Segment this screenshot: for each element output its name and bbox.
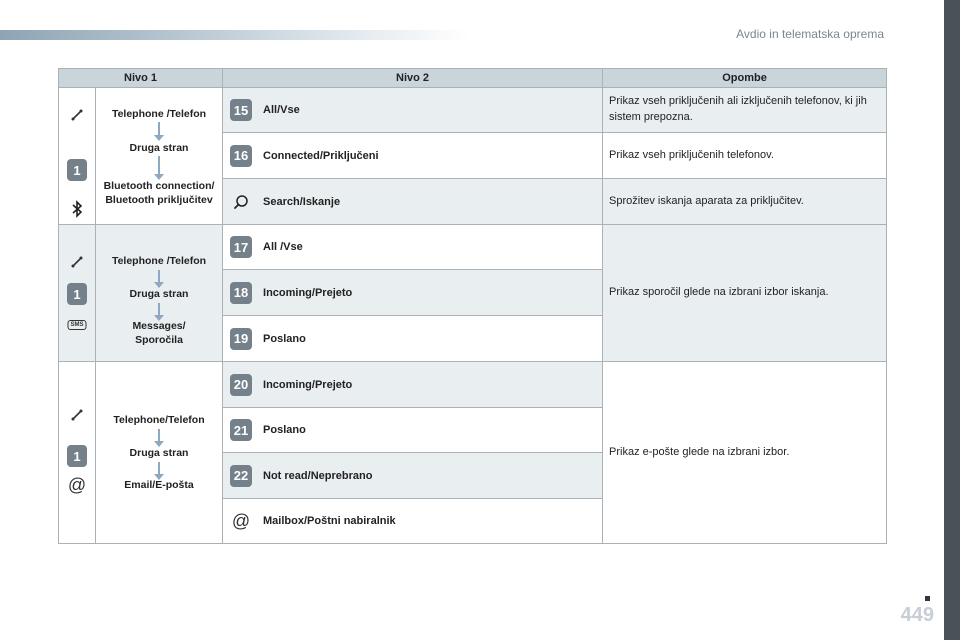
page-number: 449 <box>900 604 934 626</box>
flow-step: Druga stran <box>129 447 189 459</box>
sms-icon <box>67 320 86 330</box>
level2-badge: 20 <box>230 374 252 396</box>
page-marker <box>925 596 930 601</box>
flow-step: Bluetooth connection/ Bluetooth priključitev <box>103 180 215 206</box>
level1-badge: 1 <box>67 159 87 181</box>
level2-label: Connected/Priključeni <box>263 149 379 162</box>
level2-label: Mailbox/Poštni nabiralnik <box>263 515 396 527</box>
search-icon <box>223 194 259 210</box>
level2-badge: 19 <box>230 328 252 350</box>
bluetooth-icon <box>71 200 83 218</box>
level1-icon-cell <box>59 225 96 362</box>
sms-label: SMS <box>67 320 86 330</box>
table-row <box>59 225 887 270</box>
note-text: Prikaz vseh priključenih ali izključenih telefonov, ki jih sistem prepozna. <box>603 88 887 133</box>
level2-label: Poslano <box>263 424 306 436</box>
note-text: Prikaz e-pošte glede na izbrani izbor. <box>603 362 887 544</box>
flow-step: Telephone/Telefon <box>113 414 205 426</box>
note-text: Sprožitev iskanja aparata za priključitev. <box>603 179 887 225</box>
at-icon: @ <box>231 510 251 531</box>
level2-badge: 16 <box>230 145 252 167</box>
page-edge-strip <box>944 0 960 640</box>
flow-step: Druga stran <box>129 288 189 300</box>
level2-label: All /Vse <box>263 241 303 253</box>
level2-label: Not read/Neprebrano <box>263 469 373 482</box>
level2-badge: 21 <box>230 419 252 441</box>
level2-label: Poslano <box>263 332 306 345</box>
level2-badge: 18 <box>230 282 252 304</box>
level2-label: Incoming/Prejeto <box>263 286 353 299</box>
at-icon: @ <box>67 475 87 495</box>
table-header-row <box>59 69 887 88</box>
flow-step: Telephone /Telefon <box>111 108 207 120</box>
flow-step: Telephone /Telefon <box>111 255 207 267</box>
level1-flow <box>96 88 223 225</box>
level2-badge: 22 <box>230 465 252 487</box>
level2-label: Search/Iskanje <box>263 195 341 208</box>
level1-flow <box>96 362 223 544</box>
phone-icon <box>70 108 84 122</box>
flow-step: Messages/ Sporočila <box>132 320 186 346</box>
level2-label: Incoming/Prejeto <box>263 378 353 391</box>
level2-badge: 15 <box>230 99 252 121</box>
flow-step: Druga stran <box>129 142 189 154</box>
level1-icon-cell <box>59 88 96 225</box>
menu-table <box>58 68 887 544</box>
level1-badge: 1 <box>67 283 87 305</box>
note-text: Prikaz sporočil glede na izbrani izbor iskanja. <box>603 225 887 362</box>
level1-badge: 1 <box>67 445 87 467</box>
note-text: Prikaz vseh priključenih telefonov. <box>603 133 887 179</box>
column-header: Nivo 2 <box>223 69 603 88</box>
header-decor-bar <box>0 30 470 40</box>
level2-badge: 17 <box>230 236 252 258</box>
column-header: Nivo 1 <box>59 69 223 88</box>
level2-label: All/Vse <box>263 104 300 116</box>
phone-icon <box>70 255 84 269</box>
column-header: Opombe <box>603 69 887 88</box>
level1-icon-cell <box>59 362 96 544</box>
phone-icon <box>70 408 84 422</box>
flow-step: Email/E-pošta <box>124 479 194 491</box>
table-row <box>59 88 887 133</box>
section-title: Avdio in telematska oprema <box>736 27 884 41</box>
table-row <box>59 362 887 408</box>
level1-flow <box>96 225 223 362</box>
